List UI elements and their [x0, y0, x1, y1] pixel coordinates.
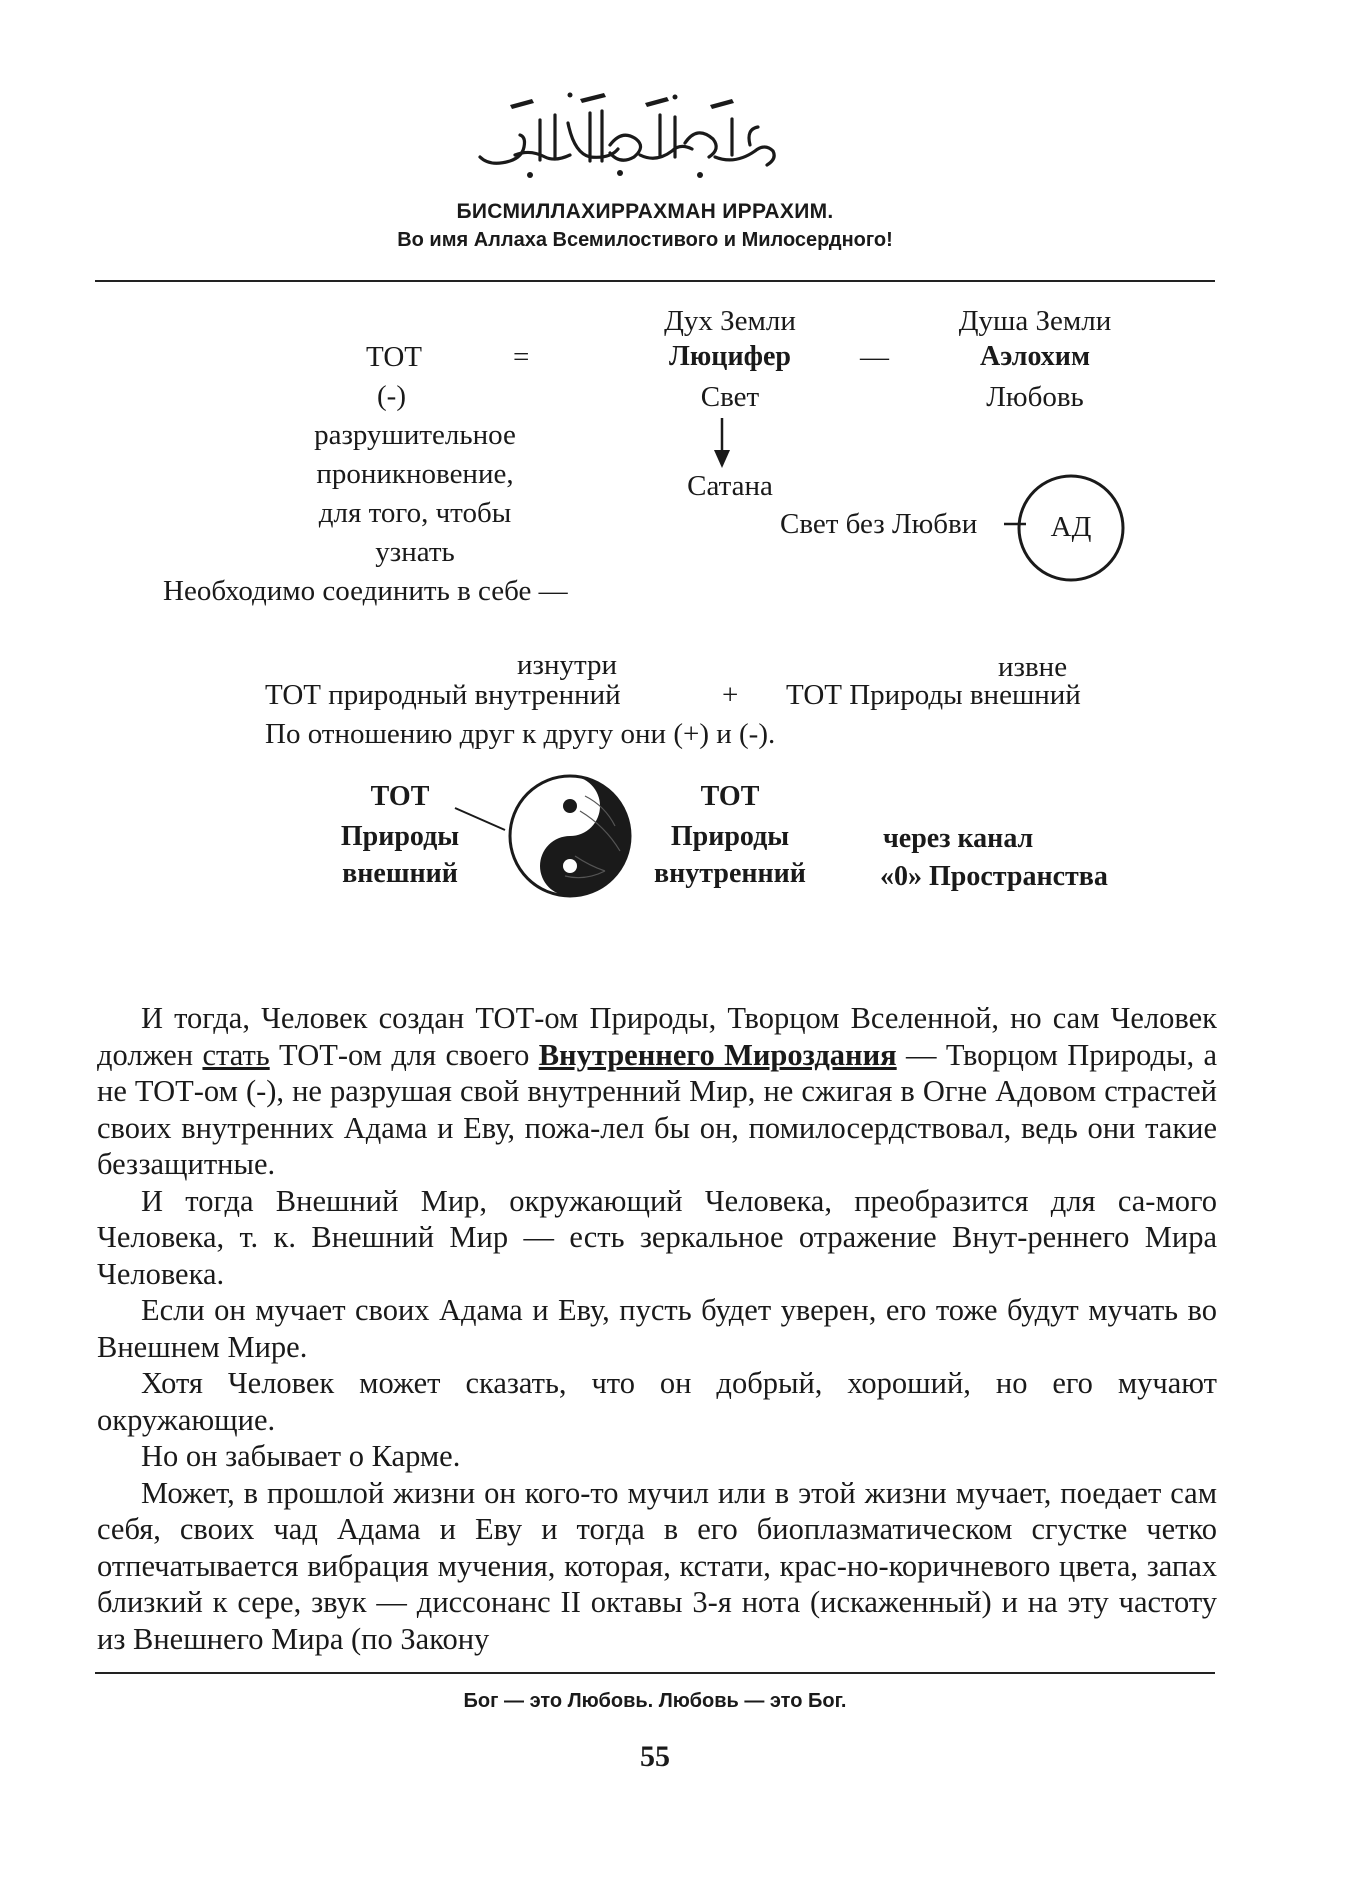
p1-part-c: — Творцом Природы, а не ТОТ-ом (-), не разрушая свой внутренний Мир, не сжигая в Огне Адовом страстей своих внутренних Адама и Еву, пожа-лел бы он, помилосердствовал, ведь они такие беззащитные.: [97, 1037, 1217, 1181]
tot-label: ТОТ: [366, 341, 422, 373]
soul-name: Аэлохим: [979, 341, 1091, 372]
left-nature: Природы: [340, 821, 460, 852]
soul-label: Душа Земли: [958, 305, 1112, 337]
paragraph-1: [97, 1000, 1217, 1183]
light-without-love: Свет без Любви: [780, 508, 978, 540]
dash-separator: —: [860, 341, 889, 373]
basmala-calligraphy: [470, 85, 780, 185]
soul-quality: Любовь: [986, 381, 1084, 413]
svg-text:بِسْمِ اللَّهِ الرَّحْمَٰنِ ال: بِسْمِ اللَّهِ الرَّحْمَٰنِ الرَّحِيمِ: [470, 85, 480, 86]
footer-motto: Бог — это Любовь. Любовь — это Бог.: [463, 1690, 847, 1712]
body-text: [97, 1000, 1217, 1657]
paragraph-5: Но он забывает о Карме.: [141, 1439, 461, 1473]
minus-label: (-): [377, 380, 406, 412]
desc-line-1: разрушительное: [314, 419, 516, 451]
paragraph-6: Может, в прошлой жизни он кого-то мучил или в этой жизни мучает, поедает сам себя, своих чад Адама и Еву и тогда в его биоплазматическом сгустке четко отпечатывается вибрация мучения, которая, кстати, крас-но-коричневого цвета, запах близкий к сере, звук — диссонанс II октавы 3-я нота (искаженный) и на эту частоту из Внешнего Мира (по Закону: [97, 1475, 1217, 1656]
spirit-quality: Свет: [700, 381, 760, 413]
satan-label: Сатана: [687, 470, 773, 502]
header-subtitle: Во имя Аллаха Всемилостивого и Милосердного!: [397, 229, 893, 251]
footer-rule: [95, 1672, 1215, 1674]
right-tot: ТОТ: [700, 781, 760, 812]
paragraph-4: Хотя Человек может сказать, что он добрый, хороший, но его мучают окружающие.: [97, 1366, 1217, 1437]
relation-text: По отношению друг к другу они (+) и (-).: [265, 718, 776, 750]
inside-label: изнутри: [517, 649, 618, 681]
p1-part-b: ТОТ-ом для своего: [269, 1037, 539, 1072]
down-arrow-icon: [710, 418, 734, 470]
desc-line-2: проникновение,: [316, 458, 514, 490]
right-inner: внутренний: [654, 858, 806, 889]
plus-sign: +: [722, 679, 739, 711]
header-rule: [95, 280, 1215, 282]
p1-part-a: И тогда, Человек создан ТОТ-ом Природы, Творцом Вселенной, но сам Человек должен: [97, 1001, 1217, 1072]
p1-underlined-word: стать: [202, 1037, 270, 1072]
spirit-name: Люцифер: [669, 341, 791, 372]
desc-line-4: узнать: [375, 536, 455, 568]
tot-outer: ТОТ Природы внешний: [786, 679, 1081, 711]
paragraph-3: Если он мучает своих Адама и Еву, пусть будет уверен, его тоже будут мучать во Внешнем Мире.: [97, 1293, 1217, 1364]
header-title: БИСМИЛЛАХИРРАХМАН ИРРАХИМ.: [456, 200, 834, 223]
left-outer: внешний: [342, 858, 458, 889]
outside-label: извне: [998, 651, 1068, 683]
page-number: 55: [640, 1740, 670, 1773]
tot-inner: ТОТ природный внутренний: [265, 679, 621, 711]
paragraph-2: И тогда Внешний Мир, окружающий Человека, преобразится для са-мого Человека, т. к. Внешний Мир — есть зеркальное отражение Внут-реннего Мира Человека.: [97, 1183, 1217, 1291]
equals-sign: =: [513, 341, 530, 373]
hell-label: АД: [1050, 511, 1092, 543]
p1-emphasis: Внутреннего Мироздания: [538, 1037, 897, 1072]
channel-line-1: через канал: [883, 823, 1034, 854]
left-tot: ТОТ: [370, 781, 430, 812]
spirit-label: Дух Земли: [664, 305, 796, 337]
right-nature: Природы: [670, 821, 790, 852]
desc-line-3: для того, чтобы: [318, 497, 512, 529]
necessary-text: Необходимо соединить в себе —: [163, 575, 568, 607]
yin-yang-icon: [450, 768, 640, 898]
channel-line-2: «0» Пространства: [880, 861, 1108, 892]
